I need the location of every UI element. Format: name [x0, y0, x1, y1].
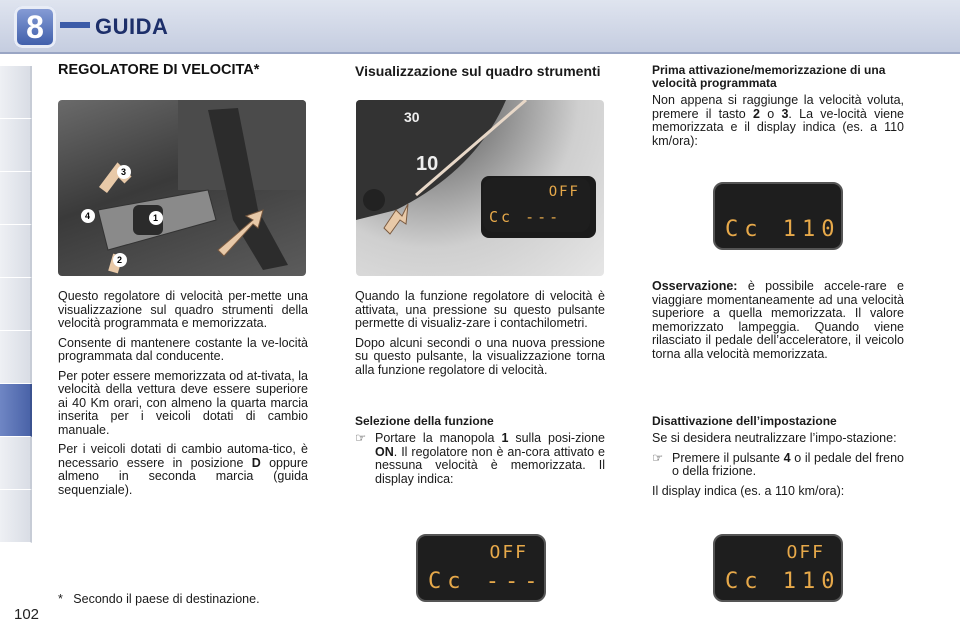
text-run: Premere il pulsante [672, 450, 781, 465]
chapter-title: GUIDA [95, 14, 169, 39]
instruction-bullet [355, 432, 605, 486]
callout-4: 4 [85, 211, 91, 221]
selection-section [355, 415, 605, 486]
display-off-empty [416, 534, 546, 602]
cruise-control-lever-photo [58, 100, 306, 276]
paragraph: Questo regolatore di velocità per-mette una visualizzazione sul quadro strumenti della velocità programmata e memorizzata. [58, 289, 308, 330]
paragraph: Quando la funzione regolatore di velocità è attivata, una pressione su questo pulsante permette di visualiz-zare i contachilometri. [355, 289, 605, 330]
chapter-tabs [0, 66, 36, 576]
text-run: è possibile accele-rare e viaggiare momentaneamente ad una velocità superiore a quella memorizzata. Il valore memorizzato lampeggia. Quando viene rilasciato il pedale dell’acceleratore, il veicolo torna alla velocità memorizzata. [652, 279, 904, 361]
paragraph [652, 94, 904, 148]
text-run: . La ve-locità viene memorizzata e il display indica (es. a 110 km/ora): [652, 106, 904, 148]
observation-section [652, 280, 904, 367]
display-top-text: OFF [786, 542, 825, 563]
gauge-label: 10 [416, 153, 439, 175]
text-run: Portare la manopola [375, 431, 495, 445]
bold-text: 3 [781, 106, 789, 121]
bold-text: 2 [753, 106, 760, 121]
display-top-text: OFF [489, 542, 528, 563]
chapter-tab[interactable] [0, 119, 32, 172]
left-body [58, 290, 308, 503]
instruction-text [375, 432, 605, 486]
right-top-section [652, 64, 904, 154]
display-bottom-text: Cc 110 [725, 217, 841, 242]
text-run: Non appena si raggiunge la velocità voluta, premere il tasto [652, 93, 904, 121]
footnote-mark: * [58, 592, 63, 606]
chapter-tab[interactable] [0, 225, 32, 278]
section-title: Visualizzazione sul quadro strumenti [355, 63, 601, 79]
text-run: . Il regolatore non è an-cora attivato e nessuna velocità è memorizzata. Il display indica: [375, 444, 605, 486]
pointing-hand-icon: ☞ [355, 431, 367, 445]
subsection-title: Selezione della funzione [355, 414, 494, 428]
text-run: sulla posi-zione [515, 431, 605, 445]
pointing-hand-icon: ☞ [652, 450, 664, 465]
display-bottom-text: Cc --- [489, 208, 562, 226]
footnote [58, 592, 260, 606]
bold-text: Osservazione: [652, 279, 738, 293]
display-memorized-speed [713, 182, 843, 250]
callout-1: 1 [153, 213, 159, 223]
paragraph: Dopo alcuni secondi o una nuova pressione su questo pulsante, la visualizzazione torna alla funzione regolatore di velocità. [355, 335, 605, 377]
instruction-bullet [652, 452, 904, 479]
header-stripe [60, 22, 90, 28]
page-number: 102 [14, 606, 40, 623]
chapter-badge: 8 [14, 6, 56, 48]
section-title: REGOLATORE DI VELOCITA* [58, 62, 260, 78]
gauge-label: 30 [404, 109, 420, 125]
text-run: oppure almeno in seconda marcia (guida sequenziale). [58, 455, 308, 497]
callout-3: 3 [121, 167, 127, 177]
display-top-text: OFF [548, 184, 580, 200]
paragraph [58, 443, 308, 497]
display-bottom-text: Cc 110 [725, 569, 841, 594]
chapter-tab[interactable] [0, 278, 32, 331]
instrument-panel-photo [356, 100, 604, 276]
chapter-tab[interactable] [0, 66, 32, 119]
subsection-title: Disattivazione dell’impostazione [652, 414, 837, 428]
middle-body [355, 290, 605, 383]
deactivation-section [652, 415, 904, 504]
paragraph: Se si desidera neutralizzare l’impo-stazione: [652, 431, 897, 445]
callout-2: 2 [117, 255, 123, 265]
subsection-title: Prima attivazione/memorizzazione di una velocità programmata [652, 63, 886, 90]
text-run: o il pedale del freno o della frizione. [672, 450, 904, 478]
paragraph: Per poter essere memorizzata od at-tivata, la velocità della vettura deve essere superiore ai 40 Km orari, con almeno la quarta marcia inserita per i veicoli dotati di cambio manuale. [58, 368, 308, 437]
paragraph [652, 280, 904, 361]
chapter-tab[interactable] [0, 490, 32, 543]
lever-illustration [58, 100, 306, 276]
chapter-tab[interactable] [0, 437, 32, 490]
display-preview [483, 178, 590, 232]
footnote-text: Secondo il paese di destinazione. [73, 592, 260, 606]
instruction-text [672, 452, 904, 479]
paragraph: Il display indica (es. a 110 km/ora): [652, 483, 845, 498]
bold-text: 1 [501, 431, 509, 445]
chapter-tab[interactable] [0, 172, 32, 225]
display-off-speed [713, 534, 843, 602]
text-run: o [767, 106, 775, 121]
chapter-tab-active[interactable] [0, 384, 32, 437]
chapter-tab[interactable] [0, 331, 32, 384]
bold-text: D [251, 455, 261, 470]
display-bottom-text: Cc --- [428, 569, 544, 594]
text-run: Per i veicoli dotati di cambio automa-tico, è necessario essere in posizione [58, 442, 308, 470]
bold-text: 4 [783, 450, 791, 465]
page-header [0, 0, 960, 54]
bold-text: ON [375, 444, 394, 459]
paragraph: Consente di mantenere costante la ve-locità programmata dal conducente. [58, 335, 308, 363]
